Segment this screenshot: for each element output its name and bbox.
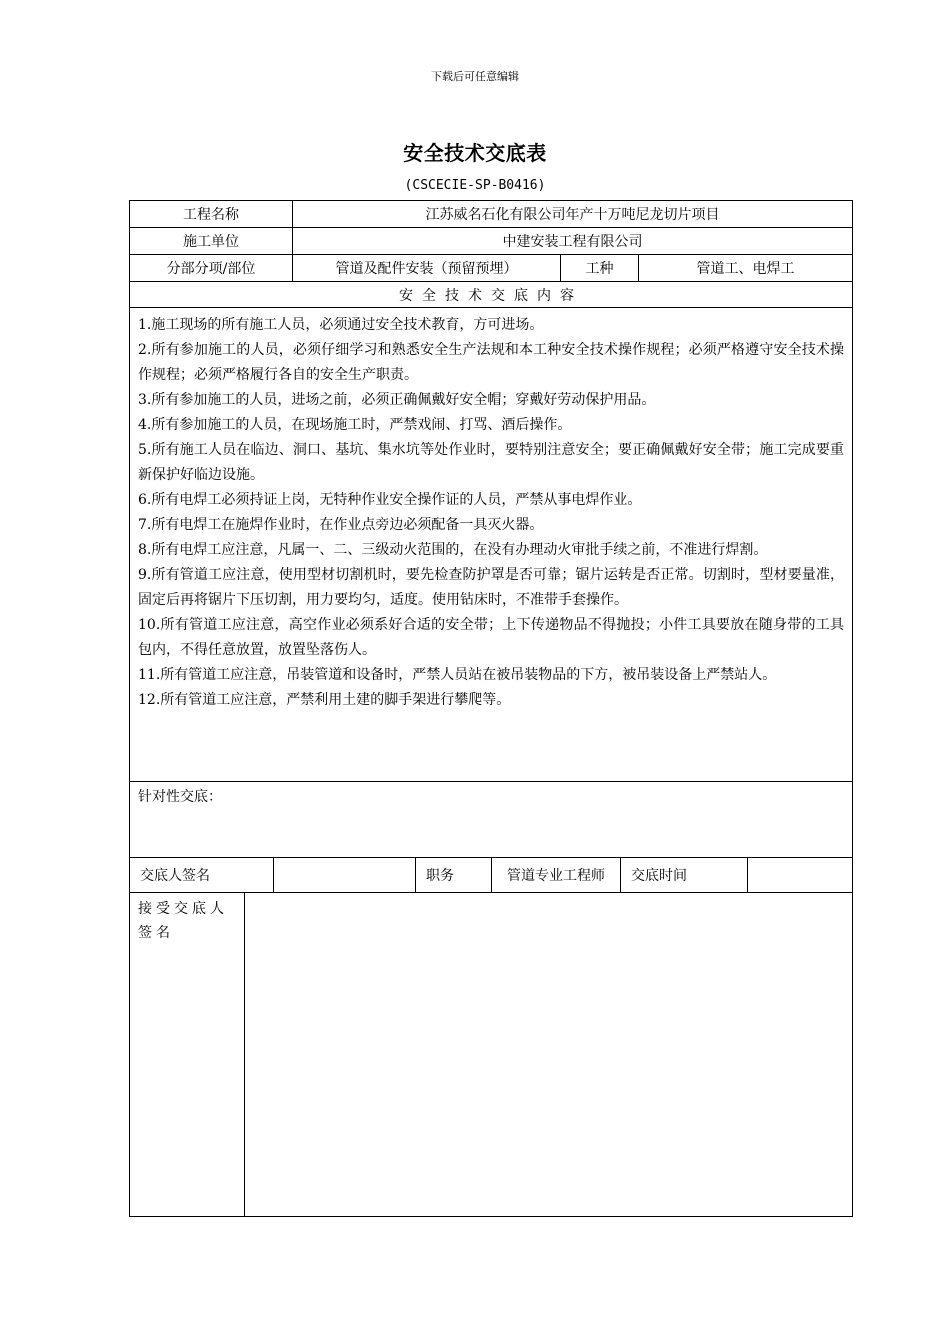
document-title: 安全技术交底表: [403, 141, 547, 165]
content-item: 2.所有参加施工的人员，必须仔细学习和熟悉安全生产法规和本工种安全技术操作规程；必须严格遵守安全技术操作规程；必须严格履行各自的安全生产职责。: [138, 342, 844, 383]
targeted-briefing-label: 针对性交底：: [138, 789, 222, 805]
content-items: [130, 308, 852, 781]
content-item: 8.所有电焊工应注意，凡属一、二、三级动火范围的，在没有办理动火审批手续之前，不准进行焊割。: [138, 542, 768, 558]
trade-value: 管道工、电焊工: [696, 261, 795, 277]
content-title: 安全技术交底内容: [399, 287, 583, 304]
content-item: 4.所有参加施工的人员，在现场施工时，严禁戏闹、打骂、酒后操作。: [138, 417, 572, 433]
position-label: 职务: [416, 858, 492, 892]
project-name-row: [130, 201, 852, 228]
receiver-signature-label: 接受交底人签名: [130, 893, 245, 1216]
briefing-time-field[interactable]: [748, 858, 852, 892]
safety-briefing-table: [129, 200, 853, 1217]
content-item: 9.所有管道工应注意，使用型材切割机时，要先检查防护罩是否可靠；锯片运转是否正常。切割时，型材要量准，固定后再将锯片下压切割，用力要均匀，适度。使用钻床时，不准带手套操作。: [138, 567, 844, 608]
document-code: (CSCECIE-SP-B0416): [404, 178, 546, 193]
content-item: 3.所有参加施工的人员，进场之前，必须正确佩戴好安全帽；穿戴好劳动保护用品。: [138, 392, 656, 408]
content-item: 7.所有电焊工在施焊作业时，在作业点旁边必须配备一具灭火器。: [138, 517, 544, 533]
presenter-signature-field[interactable]: [274, 858, 416, 892]
content-title-row: [130, 282, 852, 308]
contractor-row: [130, 228, 852, 255]
signature-row: [130, 858, 852, 893]
content-item: 5.所有施工人员在临边、洞口、基坑、集水坑等处作业时，要特别注意安全；要正确佩戴好安全带；施工完成要重新保护好临边设施。: [138, 442, 844, 483]
contractor-label: 施工单位: [130, 228, 293, 254]
subdivision-value: 管道及配件安装（预留预埋）: [293, 255, 561, 281]
receiver-signature-row: [130, 893, 852, 1216]
content-items-row: [130, 308, 852, 782]
receiver-signature-area[interactable]: [245, 893, 852, 1216]
trade-label: 工种: [561, 255, 639, 281]
project-name-label: 工程名称: [130, 201, 293, 227]
targeted-briefing-row: [130, 782, 852, 858]
header-note: 下载后可任意编辑: [431, 70, 519, 83]
content-item: 11.所有管道工应注意，吊装管道和设备时，严禁人员站在被吊装物品的下方，被吊装设备上严禁站人。: [138, 667, 777, 683]
content-item: 6.所有电焊工必须持证上岗，无特种作业安全操作证的人员，严禁从事电焊作业。: [138, 492, 642, 508]
content-item: 10.所有管道工应注意，高空作业必须系好合适的安全带；上下传递物品不得抛投；小件工具要放在随身带的工具包内，不得任意放置，放置坠落伤人。: [138, 617, 844, 658]
subdivision-label: 分部分项/部位: [130, 255, 293, 281]
contractor-value: 中建安装工程有限公司: [502, 234, 643, 250]
briefing-time-label: 交底时间: [621, 858, 748, 892]
content-item: 1.施工现场的所有施工人员，必须通过安全技术教育，方可进场。: [138, 317, 544, 333]
project-name-value: 江苏威名石化有限公司年产十万吨尼龙切片项目: [425, 207, 720, 223]
presenter-signature-label: 交底人签名: [130, 858, 274, 892]
subdivision-row: [130, 255, 852, 282]
position-value: 管道专业工程师: [492, 858, 621, 892]
content-item: 12.所有管道工应注意，严禁利用土建的脚手架进行攀爬等。: [138, 692, 511, 708]
